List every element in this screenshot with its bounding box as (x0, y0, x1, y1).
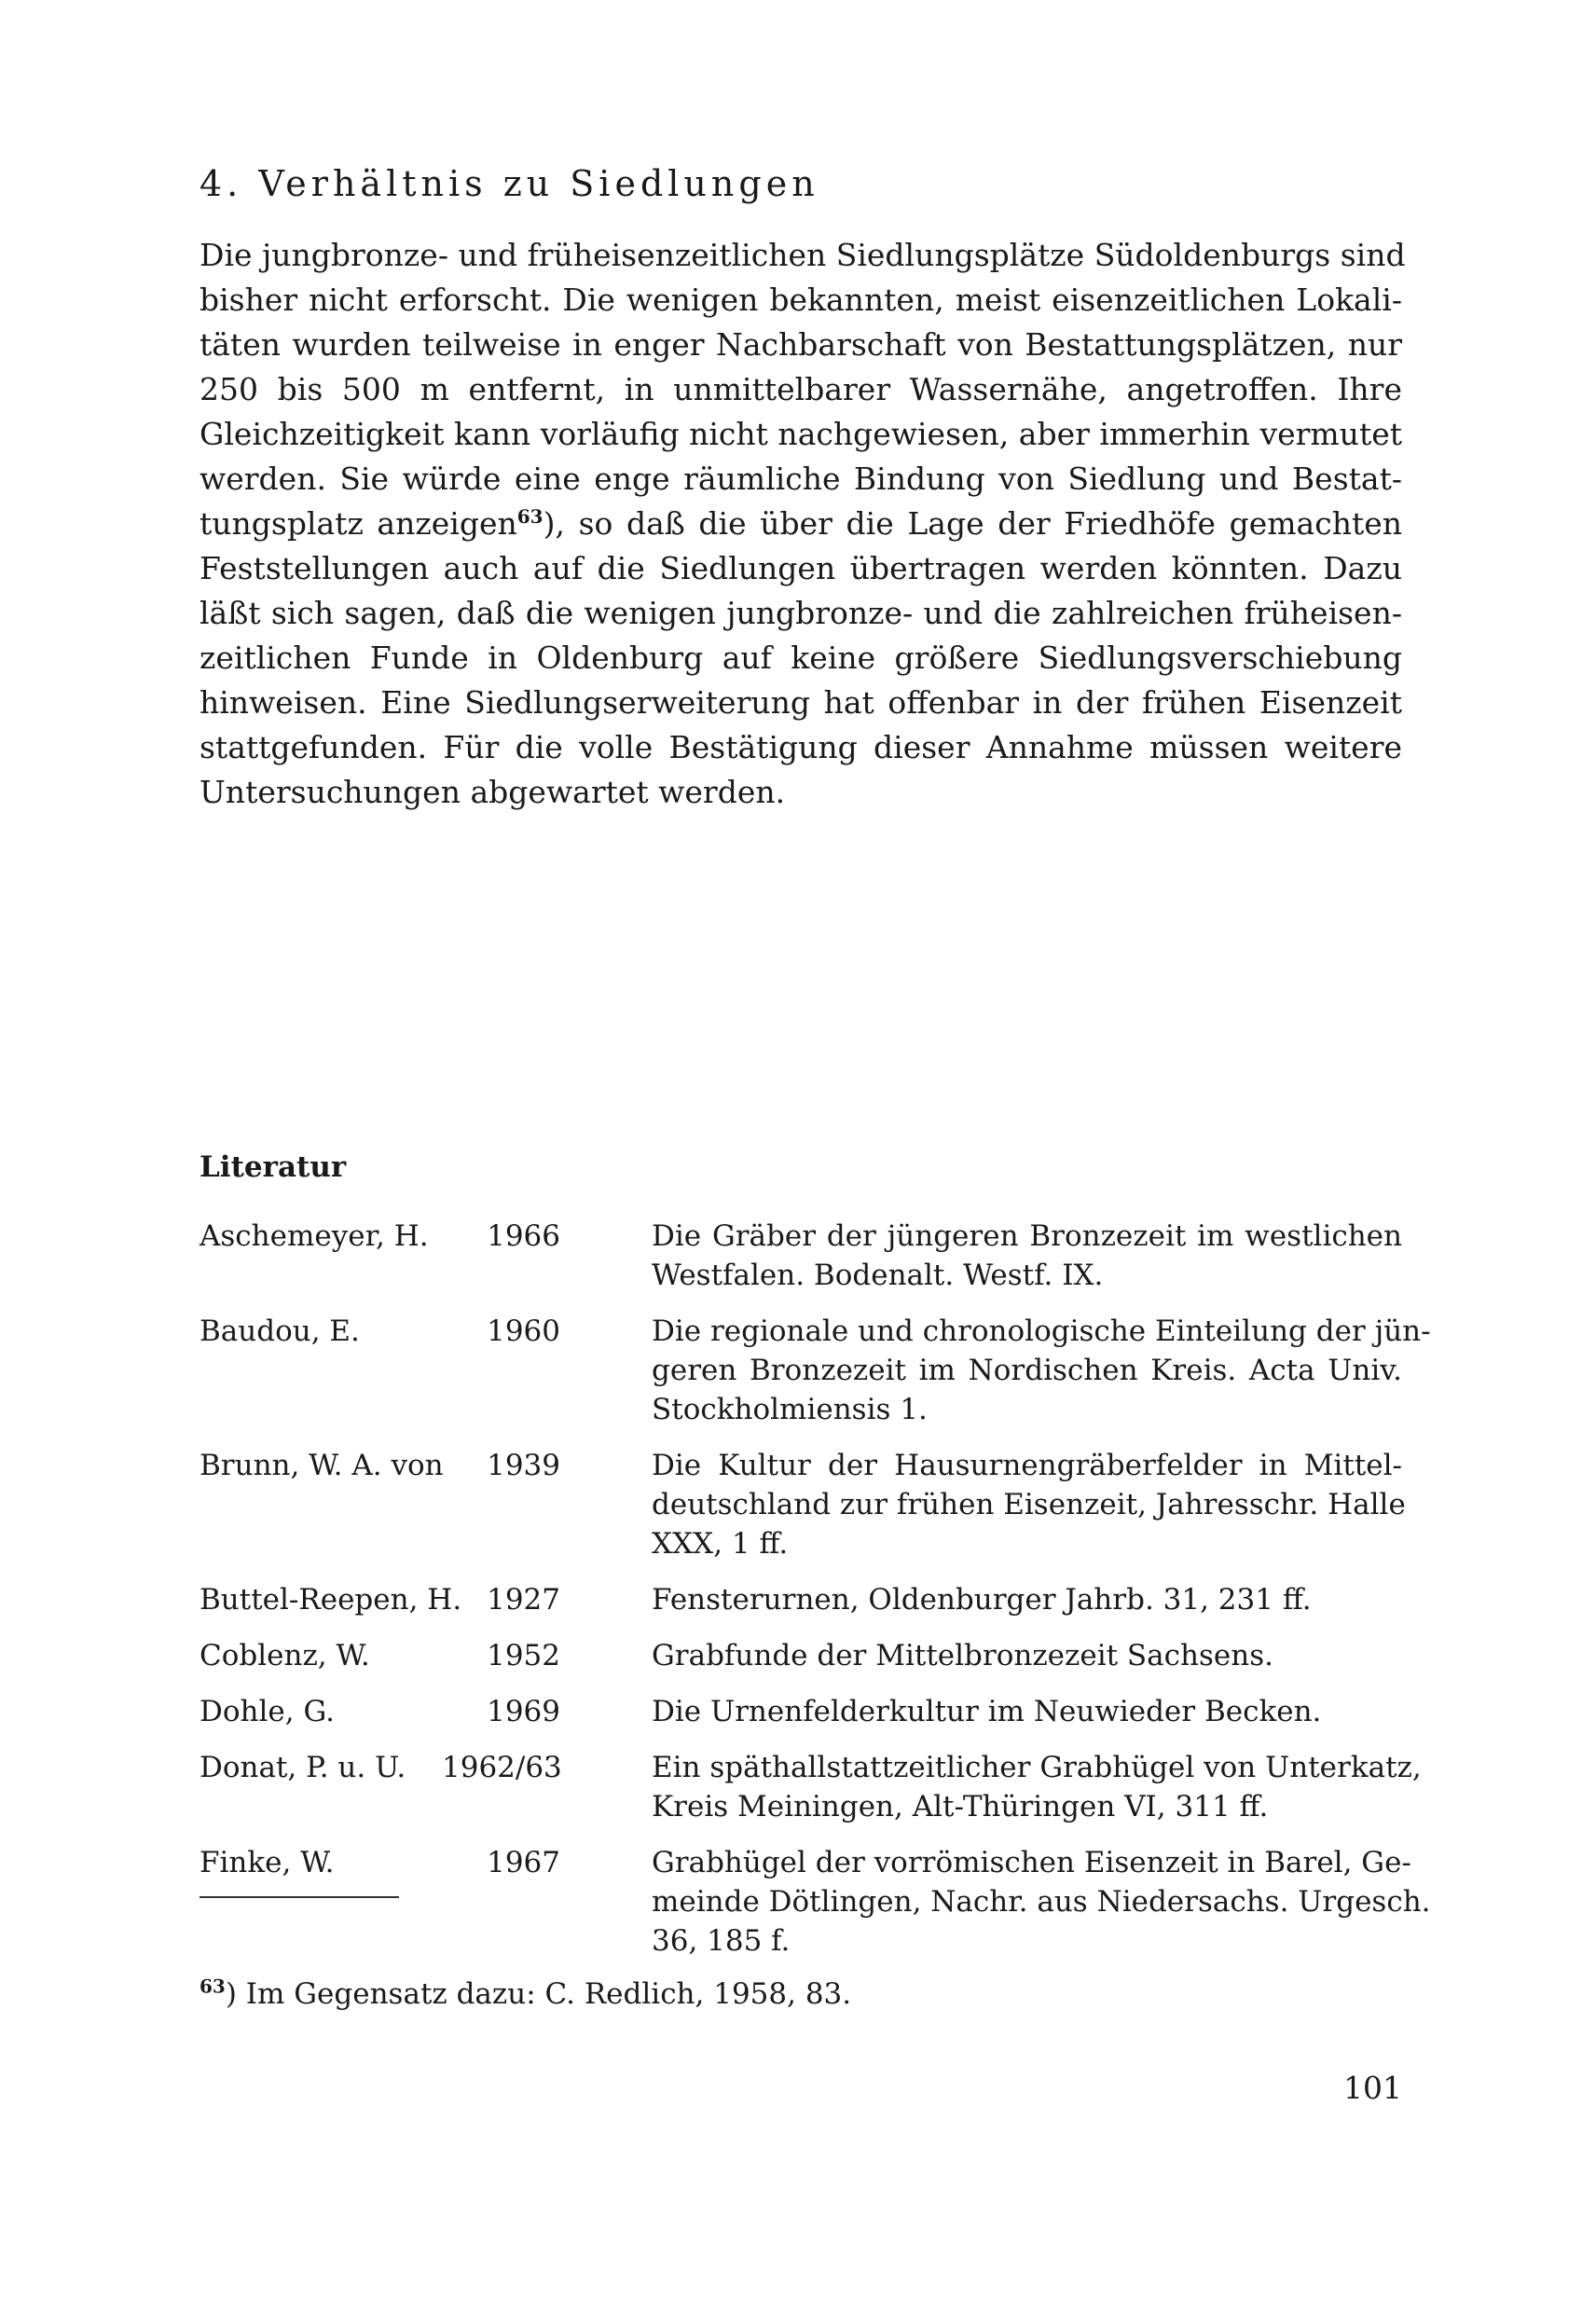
literature-title (652, 1636, 1402, 1675)
literature-entry (200, 1312, 1431, 1429)
footnote-reference[interactable]: 63 (516, 505, 543, 528)
body-line-part: tungsplatz anzeigen (200, 505, 517, 542)
literature-author: Finke, W. (200, 1846, 335, 1879)
literature-title-line: Die regionale und chronologische Einteilung der jün- (652, 1314, 1431, 1348)
literature-author: Baudou, E. (200, 1314, 360, 1348)
literature-heading: Literatur (200, 1150, 347, 1184)
body-line-part: ), so daß die über die Lage der Friedhöfe gemachten (543, 505, 1402, 542)
literature-author: Dohle, G. (200, 1695, 335, 1728)
literature-title-line: Die Kultur der Hausurnengräberfelder in Mittel- (652, 1449, 1402, 1482)
literature-title-line: Die Urnenfelderkultur im Neuwieder Becken. (652, 1695, 1322, 1728)
footnote (200, 1975, 852, 2011)
body-line: hinweisen. Eine Siedlungserweiterung hat offenbar in der frühen Eisenzeit (200, 684, 1402, 721)
body-line: werden. Sie würde eine enge räumliche Bindung von Siedlung und Bestat- (200, 461, 1402, 497)
literature-title-line: Die Gräber der jüngeren Bronzezeit im westlichen (652, 1219, 1402, 1253)
literature-title (652, 1748, 1422, 1826)
literature-year-value: 1960 (487, 1314, 560, 1348)
literature-title (652, 1312, 1431, 1429)
body-line: Die jungbronze- und früheisenzeitlichen Siedlungsplätze Südoldenburgs sind (200, 237, 1406, 273)
literature-year-value: 1967 (487, 1846, 560, 1879)
body-line: Gleichzeitigkeit kann vorläufig nicht nachgewiesen, aber immerhin vermutet (200, 416, 1402, 452)
literature-year-value: 1962/63 (442, 1751, 562, 1784)
literature-title (652, 1692, 1402, 1731)
literature-list (200, 1217, 1431, 1977)
literature-title-line: deutschland zur frühen Eisenzeit, Jahresschr. Halle (652, 1488, 1406, 1521)
literature-author: Brunn, W. A. von (200, 1449, 444, 1482)
literature-author: Coblenz, W. (200, 1639, 370, 1672)
literature-title-line: Grabfunde der Mittelbronzezeit Sachsens. (652, 1639, 1273, 1672)
literature-year-value: 1952 (487, 1639, 560, 1672)
body-line: stattgefunden. Für die volle Bestätigung dieser Annahme müssen weitere (200, 729, 1402, 765)
literature-author: Buttel-Reepen, H. (200, 1583, 462, 1617)
literature-entry (200, 1843, 1431, 1961)
literature-entry (200, 1692, 1402, 1731)
literature-title-line: meinde Dötlingen, Nachr. aus Niedersachs. Urgesch. (652, 1885, 1431, 1919)
literature-title-line: geren Bronzezeit im Nordischen Kreis. Acta Univ. (652, 1354, 1402, 1387)
body-line: zeitlichen Funde in Oldenburg auf keine größere Siedlungsverschiebung (200, 640, 1402, 676)
footnote-separator (200, 1896, 399, 1898)
section-heading: 4. Verhältnis zu Siedlungen (200, 163, 819, 204)
literature-title-line: Fensterurnen, Oldenburger Jahrb. 31, 231 ff. (652, 1583, 1312, 1617)
body-paragraph (200, 233, 1406, 815)
literature-author: Donat, P. u. U. (200, 1751, 406, 1784)
literature-year-value: 1939 (487, 1449, 560, 1482)
literature-title (652, 1580, 1402, 1619)
literature-year-value: 1969 (487, 1695, 560, 1728)
body-line: 250 bis 500 m entfernt, in unmittelbarer Wassernähe, angetroffen. Ihre (200, 371, 1402, 407)
literature-title (652, 1446, 1406, 1563)
body-line: Untersuchungen abgewartet werden. (200, 774, 786, 810)
literature-title-line: Kreis Meiningen, Alt-Thüringen VI, 311 ff. (652, 1790, 1269, 1823)
literature-title-line: Ein späthallstattzeitlicher Grabhügel von Unterkatz, (652, 1751, 1422, 1784)
literature-entry (200, 1446, 1406, 1563)
literature-year-value: 1927 (487, 1583, 560, 1617)
literature-author: Aschemeyer, H. (200, 1219, 429, 1253)
literature-entry (200, 1748, 1422, 1826)
literature-title-line: 36, 185 f. (652, 1924, 791, 1958)
literature-title (652, 1843, 1431, 1961)
body-line: Feststellungen auch auf die Siedlungen übertragen werden könnten. Dazu (200, 550, 1402, 586)
body-line: bisher nicht erforscht. Die wenigen bekannten, meist eisenzeitlichen Lokali- (200, 282, 1402, 318)
literature-title-line: XXX, 1 ff. (652, 1527, 789, 1561)
literature-title-line: Westfalen. Bodenalt. Westf. IX. (652, 1259, 1104, 1292)
literature-entry (200, 1217, 1402, 1295)
literature-title-line: Stockholmiensis 1. (652, 1393, 928, 1426)
literature-entry (200, 1636, 1402, 1675)
body-line: läßt sich sagen, daß die wenigen jungbronze- und die zahlreichen früheisen- (200, 595, 1402, 631)
body-line: täten wurden teilweise in enger Nachbarschaft von Bestattungsplätzen, nur (200, 326, 1402, 363)
footnote-marker: 63 (200, 1975, 226, 1998)
page-number: 101 (1343, 2070, 1402, 2106)
literature-year-value: 1966 (487, 1219, 560, 1253)
literature-title (652, 1217, 1402, 1295)
body-line-with-footnote (200, 502, 1402, 546)
literature-title-line: Grabhügel der vorrömischen Eisenzeit in Barel, Ge- (652, 1846, 1411, 1879)
footnote-text: ) Im Gegensatz dazu: C. Redlich, 1958, 83. (225, 1977, 852, 2011)
literature-entry (200, 1580, 1402, 1619)
